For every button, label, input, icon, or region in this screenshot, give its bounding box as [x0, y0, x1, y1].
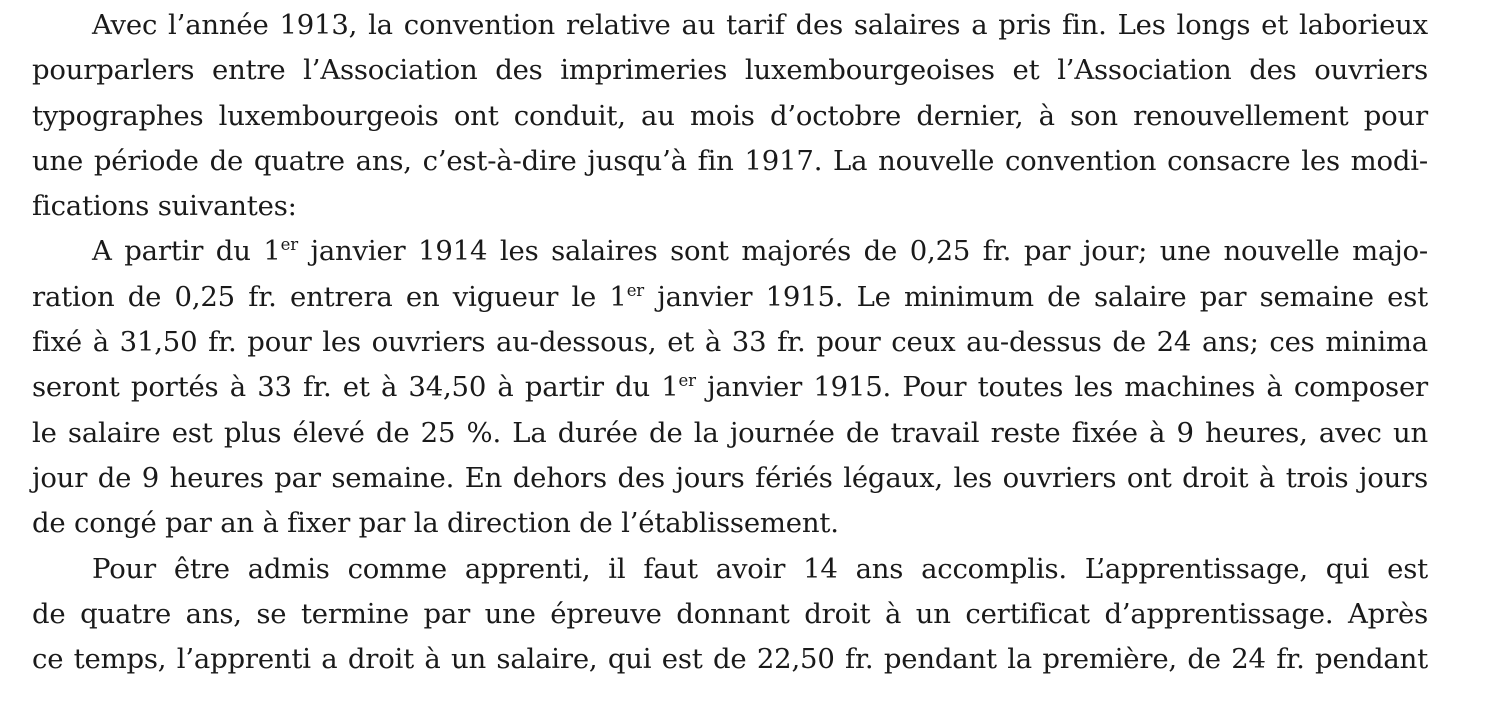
ordinal-superscript: er [678, 371, 696, 391]
line-text-before: seront portés à 33 fr. et à 34,50 à partir du 1 [32, 371, 679, 404]
paragraph-3 [32, 547, 1428, 683]
text-line: le salaire est plus élevé de 25 %. La durée de la journée de travail reste fixée à 9 heures, avec un [32, 416, 1428, 449]
line-text-after: janvier 1915. Pour toutes les machines à composer [695, 371, 1428, 404]
line-text-after: janvier 1914 les salaires sont majorés de 0,25 fr. par jour; une nouvelle majo- [297, 235, 1428, 268]
line-text-after: janvier 1915. Le minimum de salaire par semaine est [644, 280, 1428, 313]
text-line [32, 275, 1428, 320]
text-line [32, 229, 1428, 274]
text-line: Avec l’année 1913, la convention relative au tarif des salaires a pris fin. Les longs et laborieux [92, 9, 1428, 41]
ordinal-superscript: er [626, 280, 644, 300]
line-text-before: ration de 0,25 fr. entrera en vigueur le 1 [32, 280, 627, 313]
document-body [32, 3, 1428, 682]
text-line: fications suivantes: [32, 190, 297, 223]
text-line [32, 365, 1428, 410]
text-line: typographes luxembourgeois ont conduit, au mois d’octobre dernier, à son renouvellement pour [32, 99, 1428, 132]
text-line: une période de quatre ans, c’est-à-dire jusqu’à fin 1917. La nouvelle convention consacre les modi- [32, 144, 1428, 177]
text-line: de quatre ans, se termine par une épreuve donnant droit à un certificat d’apprentissage. Après [32, 597, 1428, 630]
line-text-before: A partir du 1 [92, 235, 281, 268]
text-line: Pour être admis comme apprenti, il faut avoir 14 ans accomplis. L’apprentissage, qui est [92, 552, 1428, 585]
text-line: ce temps, l’apprenti a droit à un salaire, qui est de 22,50 fr. pendant la première, de 24 fr. pendant [32, 643, 1428, 676]
ordinal-superscript: er [280, 235, 298, 255]
text-line: jour de 9 heures par semaine. En dehors des jours fériés légaux, les ouvriers ont droit à trois jours [32, 461, 1428, 494]
paragraph-2 [32, 229, 1428, 546]
text-line: fixé à 31,50 fr. pour les ouvriers au-dessous, et à 33 fr. pour ceux au-dessus de 24 ans; ces minima [32, 326, 1428, 359]
text-line: de congé par an à fixer par la direction de l’établissement. [32, 507, 839, 540]
text-line: pourparlers entre l’Association des imprimeries luxembourgeoises et l’Association des ouvriers [32, 54, 1428, 87]
paragraph-1 [32, 3, 1428, 229]
